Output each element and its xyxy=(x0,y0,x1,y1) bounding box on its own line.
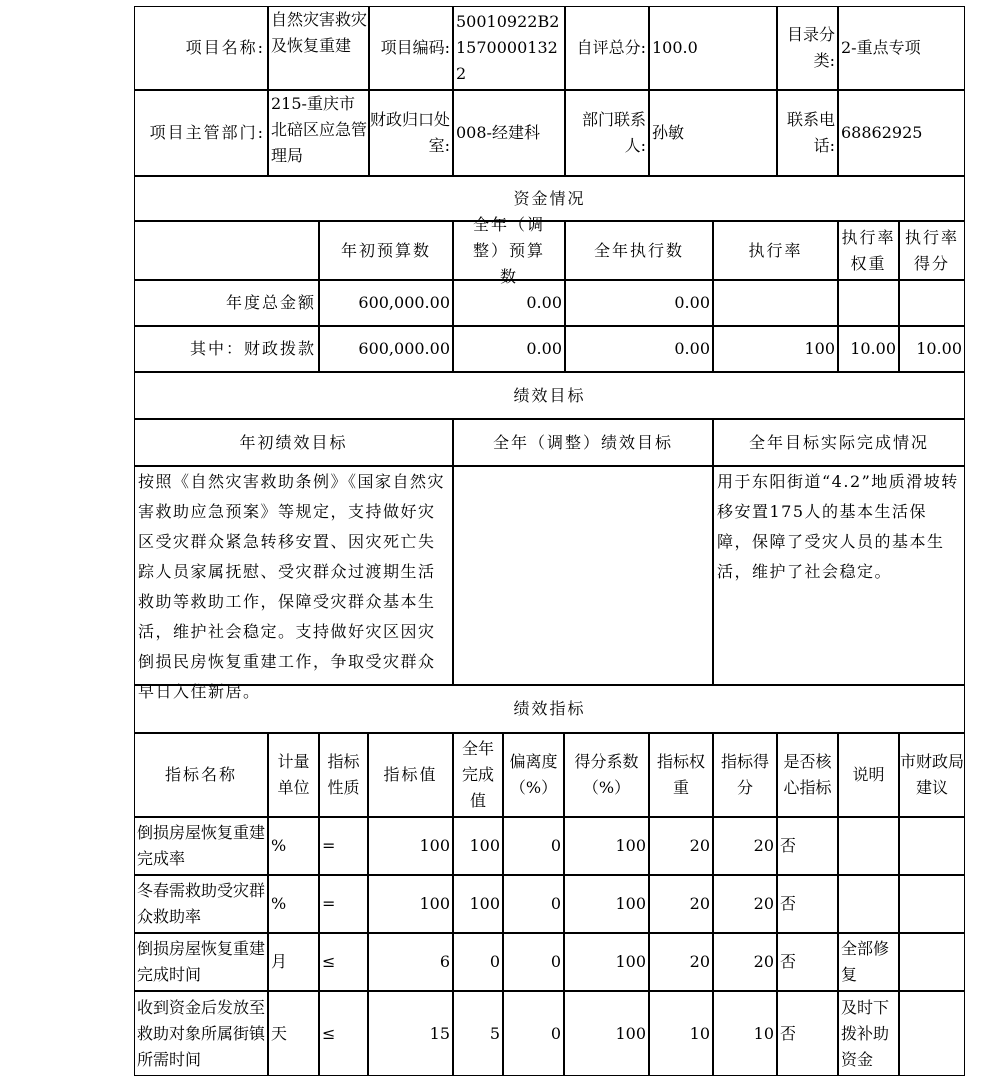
goals-col-actual: 全年目标实际完成情况 xyxy=(713,419,965,466)
ind-row-1-core: 否 xyxy=(777,817,838,875)
ind-col-advice: 市财政局建议 xyxy=(899,733,965,817)
ind-col-unit: 计量单位 xyxy=(268,733,319,817)
funds-row-fiscal-initial: 600,000.00 xyxy=(319,326,453,372)
ind-row-4-core: 否 xyxy=(777,991,838,1076)
ind-row-3-note: 全部修复 xyxy=(838,933,899,991)
self-score-value: 100.0 xyxy=(649,6,777,90)
ind-row-4-value: 15 xyxy=(368,991,453,1076)
funds-row-fiscal-adjusted: 0.00 xyxy=(453,326,565,372)
funds-section-title: 资金情况 xyxy=(134,176,965,221)
goals-initial-text: 按照《自然灾害救助条例》《国家自然灾害救助应急预案》等规定，支持做好灾区受灾群众紧急转移安置、因灾死亡失踪人员家属抚慰、受灾群众过渡期生活救助等救助工作，保障受灾群众基本生活，维护社会稳定。支持做好灾区因灾倒损民房恢复重建工作，争取受灾群众早日入住新居。 xyxy=(134,466,453,685)
ind-row-2-deviation: 0 xyxy=(503,875,564,933)
funds-row-total-label: 年度总金额 xyxy=(134,280,319,326)
phone-label: 联系电话: xyxy=(777,90,838,176)
ind-row-2-coef: 100 xyxy=(564,875,649,933)
ind-row-2-complete: 100 xyxy=(453,875,503,933)
ind-row-1-coef: 100 xyxy=(564,817,649,875)
ind-col-value: 指标值 xyxy=(368,733,453,817)
ind-row-2-nature: = xyxy=(319,875,368,933)
ind-row-3-coef: 100 xyxy=(564,933,649,991)
ind-row-2-unit: % xyxy=(268,875,319,933)
ind-row-1-note xyxy=(838,817,899,875)
funds-row-total-rate xyxy=(713,280,838,326)
goals-section-title: 绩效目标 xyxy=(134,372,965,419)
funds-row-fiscal-label: 其中：财政拨款 xyxy=(134,326,319,372)
dept-value: 215-重庆市北碚区应急管理局 xyxy=(268,90,369,176)
funds-header-blank xyxy=(134,221,319,280)
funds-row-total-initial: 600,000.00 xyxy=(319,280,453,326)
funds-row-total-score xyxy=(899,280,965,326)
project-code-value: 50010922B215700001322 xyxy=(453,6,565,90)
goals-adjusted-text xyxy=(453,466,713,685)
project-name-label: 项目名称: xyxy=(134,6,268,90)
project-code-label: 项目编码: xyxy=(369,6,453,90)
ind-row-1-unit: % xyxy=(268,817,319,875)
finance-office-label: 财政归口处室: xyxy=(369,90,453,176)
funds-row-fiscal-weight: 10.00 xyxy=(838,326,899,372)
ind-col-complete: 全年完成值 xyxy=(453,733,503,817)
ind-row-1-weight: 20 xyxy=(649,817,713,875)
ind-row-1-value: 100 xyxy=(368,817,453,875)
funds-col-rate: 执行率 xyxy=(713,221,838,280)
funds-row-total-adjusted: 0.00 xyxy=(453,280,565,326)
funds-row-fiscal-score: 10.00 xyxy=(899,326,965,372)
ind-row-4-weight: 10 xyxy=(649,991,713,1076)
ind-row-1-advice xyxy=(899,817,965,875)
ind-col-score: 指标得分 xyxy=(713,733,777,817)
ind-row-1-complete: 100 xyxy=(453,817,503,875)
ind-col-nature: 指标性质 xyxy=(319,733,368,817)
ind-row-3-weight: 20 xyxy=(649,933,713,991)
ind-col-coef: 得分系数（%） xyxy=(564,733,649,817)
ind-row-1-nature: = xyxy=(319,817,368,875)
funds-col-adjusted: 全年（调整）预算数 xyxy=(453,221,565,280)
ind-row-1-name: 倒损房屋恢复重建完成率 xyxy=(134,817,268,875)
ind-row-3-nature: ≤ xyxy=(319,933,368,991)
funds-col-executed: 全年执行数 xyxy=(565,221,713,280)
funds-row-total-weight xyxy=(838,280,899,326)
ind-row-3-deviation: 0 xyxy=(503,933,564,991)
ind-row-3-complete: 0 xyxy=(453,933,503,991)
ind-row-4-advice xyxy=(899,991,965,1076)
project-name-value: 自然灾害救灾及恢复重建 xyxy=(268,6,369,90)
funds-col-initial: 年初预算数 xyxy=(319,221,453,280)
funds-row-fiscal-executed: 0.00 xyxy=(565,326,713,372)
ind-row-3-value: 6 xyxy=(368,933,453,991)
ind-row-2-name: 冬春需救助受灾群众救助率 xyxy=(134,875,268,933)
funds-col-weight: 执行率权重 xyxy=(838,221,899,280)
goals-col-adjusted: 全年（调整）绩效目标 xyxy=(453,419,713,466)
contact-value: 孙敏 xyxy=(649,90,777,176)
ind-row-1-deviation: 0 xyxy=(503,817,564,875)
dept-label: 项目主管部门: xyxy=(134,90,268,176)
ind-row-1-score: 20 xyxy=(713,817,777,875)
self-score-label: 自评总分: xyxy=(565,6,649,90)
ind-col-note: 说明 xyxy=(838,733,899,817)
ind-row-4-complete: 5 xyxy=(453,991,503,1076)
ind-row-4-deviation: 0 xyxy=(503,991,564,1076)
ind-row-3-advice xyxy=(899,933,965,991)
funds-col-score: 执行率得分 xyxy=(899,221,965,280)
ind-row-3-score: 20 xyxy=(713,933,777,991)
finance-office-value: 008-经建科 xyxy=(453,90,565,176)
ind-col-deviation: 偏离度（%） xyxy=(503,733,564,817)
ind-row-3-unit: 月 xyxy=(268,933,319,991)
ind-row-4-name: 收到资金后发放至救助对象所属街镇所需时间 xyxy=(134,991,268,1076)
ind-row-3-name: 倒损房屋恢复重建完成时间 xyxy=(134,933,268,991)
contact-label: 部门联系人: xyxy=(565,90,649,176)
goals-col-initial: 年初绩效目标 xyxy=(134,419,453,466)
ind-col-name: 指标名称 xyxy=(134,733,268,817)
ind-row-2-note xyxy=(838,875,899,933)
ind-row-2-advice xyxy=(899,875,965,933)
ind-row-4-coef: 100 xyxy=(564,991,649,1076)
ind-row-4-unit: 天 xyxy=(268,991,319,1076)
ind-col-weight: 指标权重 xyxy=(649,733,713,817)
catalog-value: 2-重点专项 xyxy=(838,6,965,90)
ind-row-4-nature: ≤ xyxy=(319,991,368,1076)
indicators-section-title: 绩效指标 xyxy=(134,685,965,733)
funds-row-fiscal-rate: 100 xyxy=(713,326,838,372)
funds-row-total-executed: 0.00 xyxy=(565,280,713,326)
phone-value: 68862925 xyxy=(838,90,965,176)
ind-row-2-weight: 20 xyxy=(649,875,713,933)
goals-actual-text: 用于东阳街道“4.2”地质滑坡转移安置175人的基本生活保障，保障了受灾人员的基本生活，维护了社会稳定。 xyxy=(713,466,965,685)
ind-row-3-core: 否 xyxy=(777,933,838,991)
performance-evaluation-form xyxy=(134,6,965,1076)
ind-row-4-score: 10 xyxy=(713,991,777,1076)
ind-col-core: 是否核心指标 xyxy=(777,733,838,817)
catalog-label: 目录分类: xyxy=(777,6,838,90)
ind-row-2-score: 20 xyxy=(713,875,777,933)
ind-row-2-core: 否 xyxy=(777,875,838,933)
ind-row-4-note: 及时下拨补助资金 xyxy=(838,991,899,1076)
ind-row-2-value: 100 xyxy=(368,875,453,933)
